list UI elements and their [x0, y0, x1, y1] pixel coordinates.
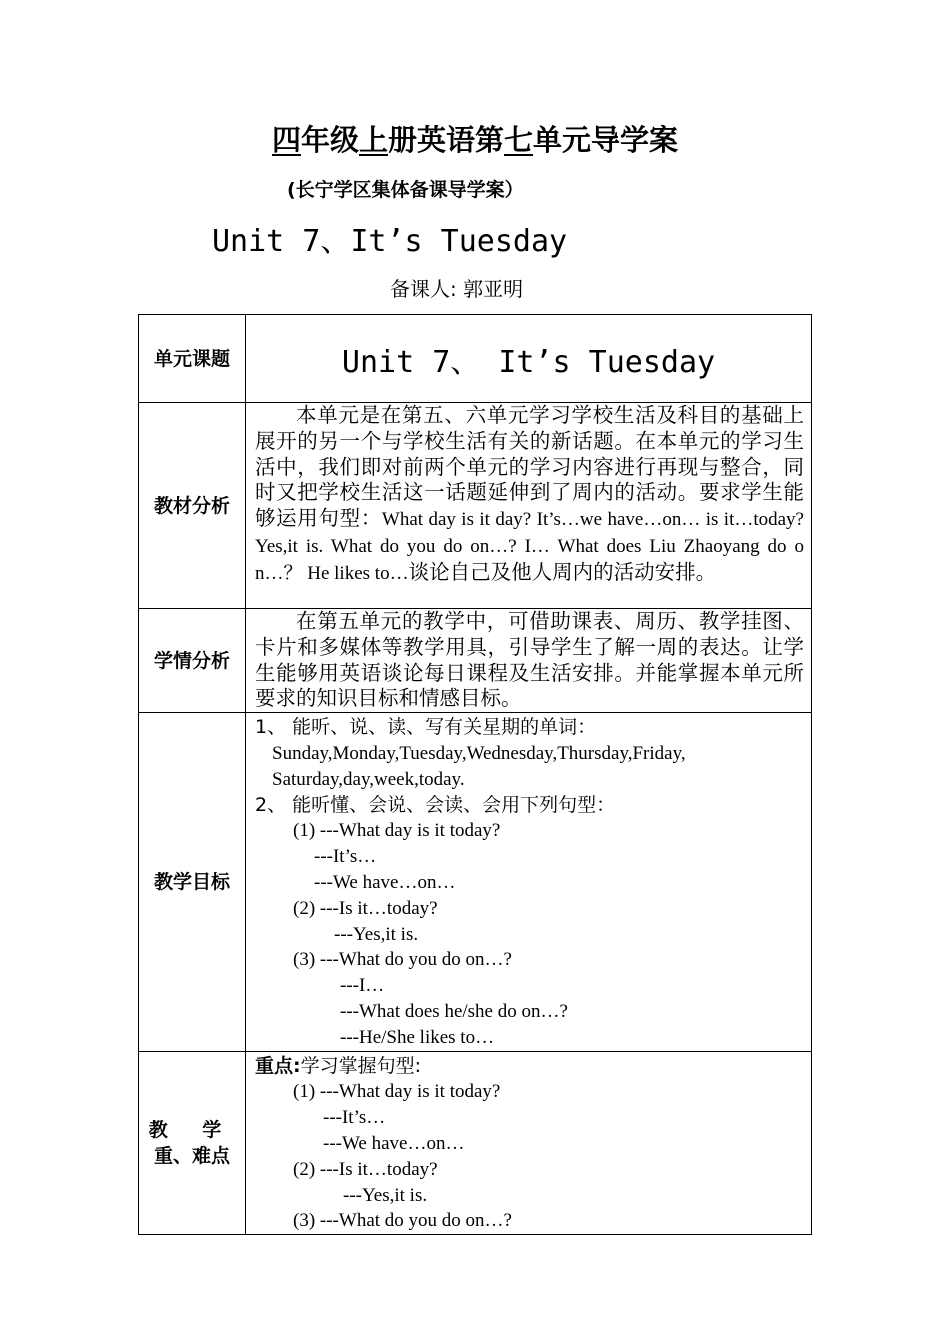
key-point-line: (2) ---Is it…today?: [293, 1158, 438, 1180]
objective-line: (2) ---Is it…today?: [293, 897, 438, 919]
key-points-header-line2: 重、难点: [153, 1144, 230, 1167]
title-grade: 四: [271, 123, 301, 157]
material-text-end: 谈论自己及他人周内的活动安排。: [408, 559, 717, 584]
objective-line: Saturday,day,week,today.: [272, 768, 465, 790]
objectives-header: 教学目标: [139, 713, 246, 1051]
subtitle: (长宁学区集体备课导学案）: [287, 179, 524, 201]
unit-topic-value: Unit 7、 It’s Tuesday: [246, 315, 812, 403]
key-point-line: ---We have…on…: [323, 1132, 465, 1154]
learner-header: 学情分析: [139, 609, 246, 713]
objectives-cell: [246, 713, 812, 1051]
key-points-list: [246, 1052, 811, 1235]
preparer-name: 郭亚明: [463, 277, 524, 301]
material-text-zh: 本单元是在第五、六单元学习学校生活及科目的基础上展开的另一个与学校生活有关的新话题。在本单元的学习生活中，我们即对前两个单元的学习内容进行再现与整合，同时又把学校生活这一话题延伸到了周内的活动。要求学生能够运用句型：: [255, 403, 804, 531]
key-points-intro: [255, 1054, 805, 1080]
objective-line: (1) ---What day is it today?: [293, 820, 501, 842]
objective-line: 1、 能听、说、读、写有关星期的单词：: [255, 716, 597, 739]
objective-line: ---I…: [340, 975, 385, 997]
title-unit-number: 七: [504, 123, 534, 157]
key-point-line: (1) ---What day is it today?: [293, 1081, 501, 1103]
key-point-line: (3) ---What do you do on…?: [293, 1210, 512, 1232]
objective-line: ---Yes,it is.: [334, 923, 419, 945]
unit-topic-header: 单元课题: [139, 315, 246, 403]
key-point-line: ---It’s…: [323, 1107, 386, 1129]
material-paragraph: [246, 403, 811, 587]
preparer: [390, 274, 523, 304]
objective-line: 2、 能听懂、会说、会读、会用下列句型：: [255, 793, 616, 816]
learner-cell: [246, 609, 812, 713]
table-row-objectives: [139, 713, 812, 1051]
objective-line: Sunday,Monday,Tuesday,Wednesday,Thursday,Friday,: [272, 742, 686, 764]
table-row-unit-topic: [139, 315, 812, 403]
title-part1: 年级: [300, 123, 359, 157]
page-title: [0, 118, 950, 162]
key-points-header-line1: 教 学: [148, 1118, 236, 1141]
unit-heading: Unit 7、It’s Tuesday: [212, 224, 568, 259]
key-text: 学习掌握句型:: [300, 1054, 422, 1077]
lesson-plan-table: [138, 314, 812, 1235]
objective-line: (3) ---What do you do on…?: [293, 949, 512, 971]
title-part3: 单元导学案: [533, 123, 679, 157]
table-row-key-points: [139, 1051, 812, 1235]
objectives-list: [246, 713, 811, 1050]
key-points-header: [139, 1051, 246, 1235]
table-row-learner: [139, 609, 812, 713]
key-points-cell: [246, 1051, 812, 1235]
objective-line: ---It’s…: [314, 846, 377, 868]
learner-paragraph: 在第五单元的教学中，可借助课表、周历、教学挂图、卡片和多媒体等教学用具，引导学生了解一周的表达。让学生能够用英语谈论每日课程及生活安排。并能掌握本单元所要求的知识目标和情感目标。: [255, 609, 804, 711]
material-header: 教材分析: [139, 403, 246, 609]
objective-line: ---He/She likes to…: [340, 1026, 495, 1048]
objective-line: ---What does he/she do on…?: [340, 1000, 568, 1022]
table-row-material: [139, 403, 812, 609]
preparer-label: 备课人:: [390, 277, 457, 301]
material-text-en: What day is it day? It’s…we have…on… is it…today? Yes,it is. What do you do on…? I… What does Liu Zhaoyang do on…？ He likes to…: [255, 509, 804, 584]
title-term: 上: [358, 123, 388, 157]
title-part2: 册英语第: [388, 123, 505, 157]
key-label: 重点:: [255, 1054, 301, 1077]
key-point-line: ---Yes,it is.: [343, 1184, 428, 1206]
material-cell: [246, 403, 812, 609]
objective-line: ---We have…on…: [314, 871, 456, 893]
